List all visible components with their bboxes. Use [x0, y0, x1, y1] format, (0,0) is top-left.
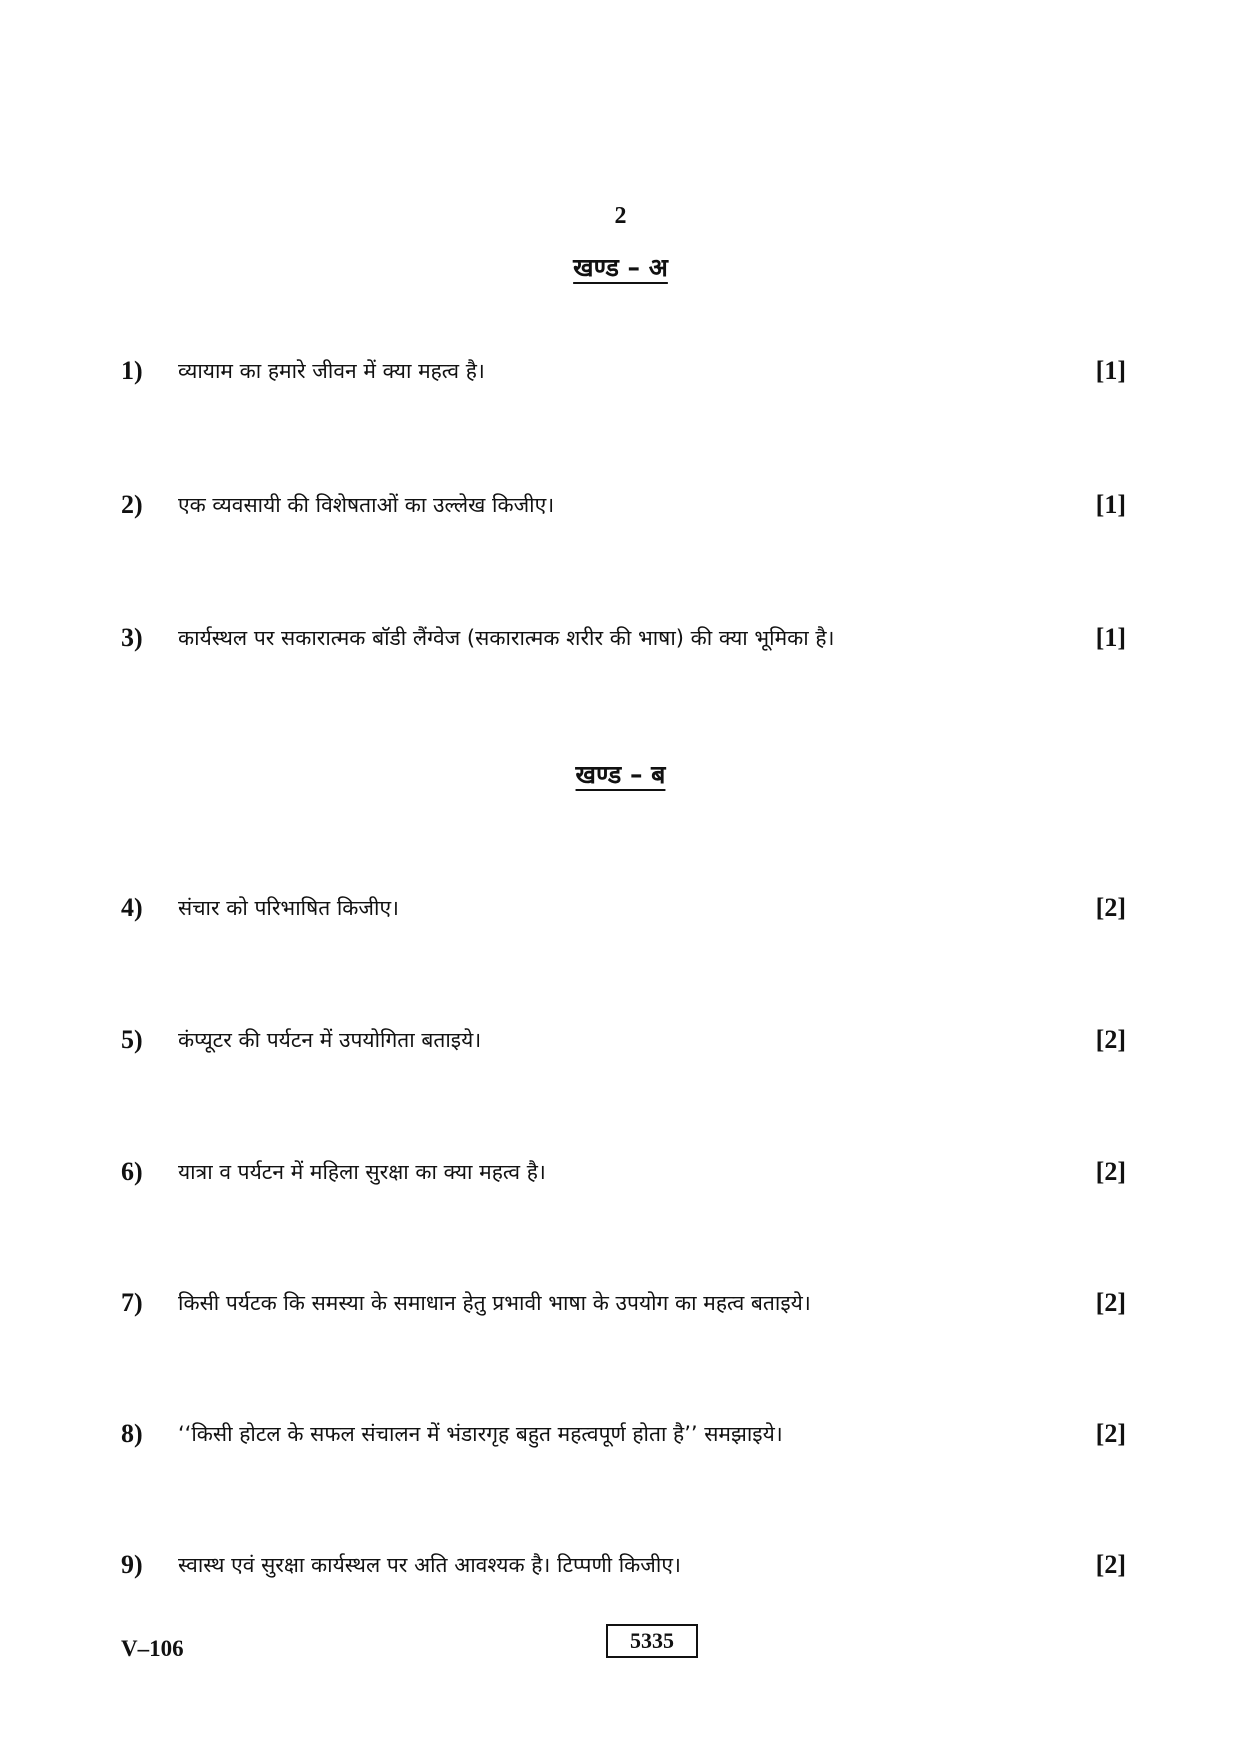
question-text: कार्यस्थल पर सकारात्मक बॉडी लैंग्वेज (सकारात्मक शरीर की भाषा) की क्या भूमिका है।: [178, 626, 835, 650]
question-marks: [2]: [1095, 1288, 1126, 1317]
page-code-box: 5335: [606, 1624, 698, 1658]
question-marks: [2]: [1095, 1419, 1126, 1448]
question-text: व्यायाम का हमारे जीवन में क्या महत्व है।: [178, 359, 485, 383]
question-item: [0, 1152, 1241, 1192]
question-number: 1): [121, 356, 143, 385]
section-heading-b: खण्ड – ब: [575, 760, 666, 789]
question-item: [0, 618, 1241, 658]
question-marks: [1]: [1095, 356, 1126, 385]
section-heading-a: खण्ड – अ: [573, 253, 668, 282]
paper-code: V–106: [121, 1636, 184, 1661]
question-item: [0, 1414, 1241, 1454]
question-number: 5): [121, 1025, 143, 1054]
question-marks: [2]: [1095, 893, 1126, 922]
question-text: स्वास्थ एवं सुरक्षा कार्यस्थल पर अति आवश्यक है। टिप्पणी किजीए।: [178, 1553, 681, 1577]
question-number: 4): [121, 893, 143, 922]
question-number: 3): [121, 623, 143, 652]
question-marks: [1]: [1095, 623, 1126, 652]
question-number: 9): [121, 1550, 143, 1579]
question-number: 2): [121, 490, 143, 519]
question-item: [0, 1020, 1241, 1060]
question-number: 6): [121, 1157, 143, 1186]
question-text: एक व्यवसायी की विशेषताओं का उल्लेख किजीए।: [178, 493, 555, 517]
question-text: यात्रा व पर्यटन में महिला सुरक्षा का क्या महत्व है।: [178, 1160, 546, 1184]
question-text: किसी पर्यटक कि समस्या के समाधान हेतु प्रभावी भाषा के उपयोग का महत्व बताइये।: [178, 1291, 811, 1315]
question-text: ‘‘किसी होटल के सफल संचालन में भंडारगृह बहुत महत्वपूर्ण होता है’’ समझाइये।: [178, 1422, 783, 1446]
question-number: 8): [121, 1419, 143, 1448]
question-item: [0, 1545, 1241, 1585]
question-marks: [2]: [1095, 1157, 1126, 1186]
question-text: कंप्यूटर की पर्यटन में उपयोगिता बताइये।: [178, 1028, 482, 1052]
question-marks: [2]: [1095, 1025, 1126, 1054]
question-item: [0, 485, 1241, 525]
question-item: [0, 351, 1241, 391]
question-item: [0, 888, 1241, 928]
question-marks: [2]: [1095, 1550, 1126, 1579]
question-text: संचार को परिभाषित किजीए।: [178, 896, 400, 920]
question-marks: [1]: [1095, 490, 1126, 519]
question-number: 7): [121, 1288, 143, 1317]
page-number: 2: [614, 203, 627, 229]
question-item: [0, 1283, 1241, 1323]
